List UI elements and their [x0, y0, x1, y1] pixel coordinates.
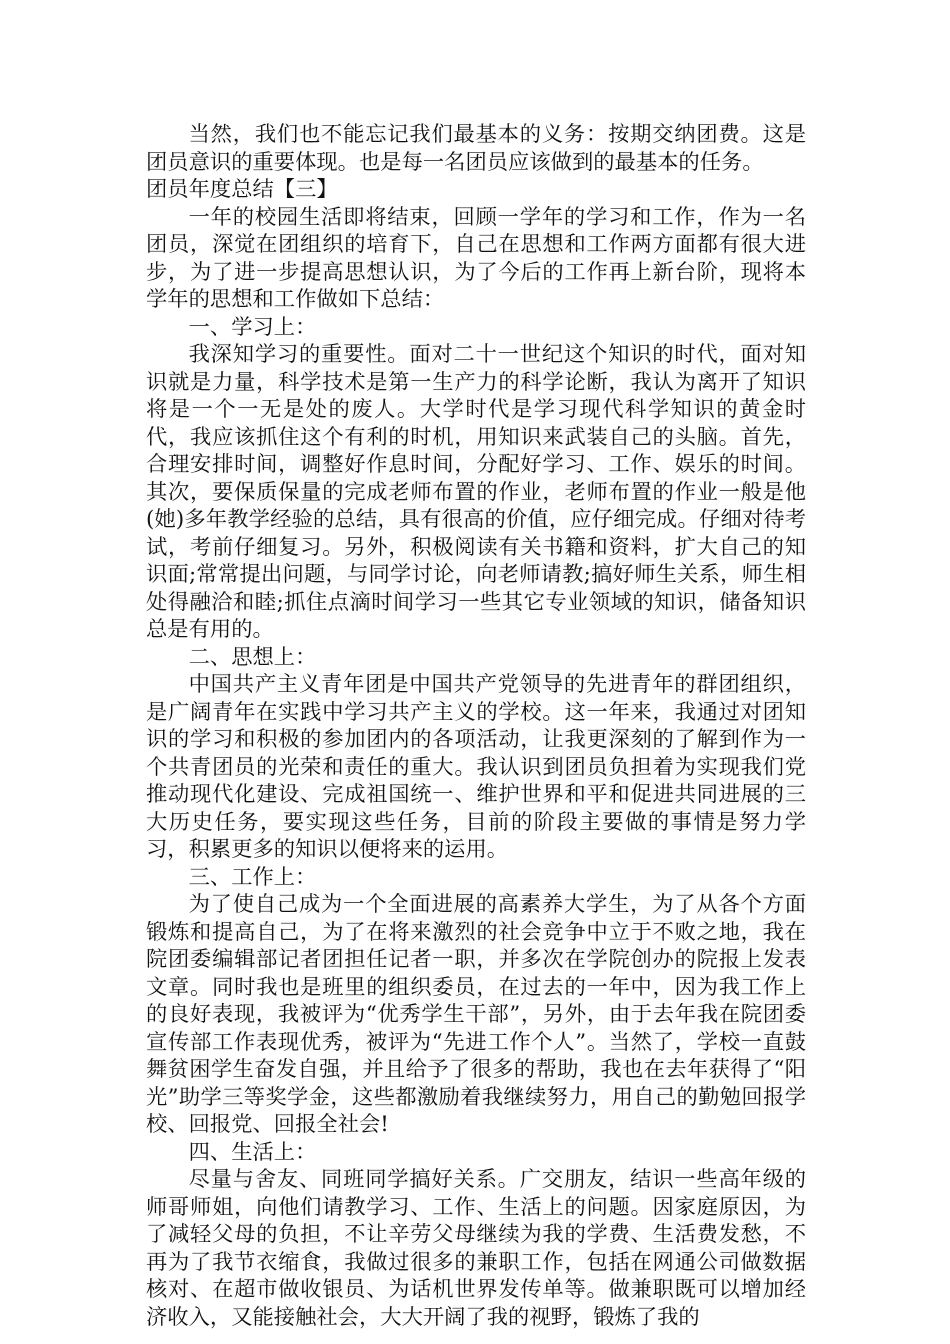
heading-work: 三、工作上： — [188, 864, 317, 890]
paragraph-study: 我深知学习的重要性。面对二十一世纪这个知识的时代，面对知识就是力量，科学技术是第一生产力的科学论断，我认为离开了知识将是一个一无是处的废人。大学时代是学习现代科学知识的黄金时代，我应该抓住这个有利的时机，用知识来武装自己的头脑。首先，合理安排时间，调整好作息时间，分配好学习、工作、娱乐的时间。其次，要保质保量的完成老师布置的作业，老师布置的作业一般是他(她)多年教学经验的总结，具有很高的价值，应仔细完成。仔细对待考试，考前仔细复习。另外，积极阅读有关书籍和资料，扩大自己的知识面;常常提出问题，与同学讨论，向老师请教;搞好师生关系，师生相处得融洽和睦;抓住点滴时间学习一些其它专业领域的知识，储备知识总是有用的。 — [146, 342, 806, 642]
heading-life: 四、生活上： — [188, 1139, 317, 1165]
heading-study: 一、学习上： — [188, 314, 317, 340]
section-title: 团员年度总结【三】 — [146, 177, 338, 202]
paragraph-dues: 当然，我们也不能忘记我们最基本的义务：按期交纳团费。这是团员意识的重要体现。也是每一名团员应该做到的最基本的任务。 — [146, 122, 806, 175]
paragraph-life: 尽量与舍友、同班同学搞好关系。广交朋友，结识一些高年级的师哥师姐，向他们请教学习、工作、生活上的问题。因家庭原因，为了减轻父母的负担，不让辛劳父母继续为我的学费、生活费发愁，不再为了我节衣缩食，我做过很多的兼职工作，包括在网通公司做数据核对、在超市做收银员、为话机世界发传单等。做兼职既可以增加经济收入，又能接触社会，大大开阔了我的视野，锻炼了我的 — [146, 1167, 806, 1330]
paragraph-intro: 一年的校园生活即将结束，回顾一学年的学习和工作，作为一名团员，深觉在团组织的培育下，自己在思想和工作两方面都有很大进步，为了进一步提高思想认识，为了今后的工作再上新台阶，现将本学年的思想和工作做如下总结： — [146, 204, 806, 312]
paragraph-work: 为了使自己成为一个全面进展的高素养大学生，为了从各个方面锻炼和提高自己，为了在将来激烈的社会竞争中立于不败之地，我在院团委编辑部记者团担任记者一职，并多次在学院创办的院报上发表文章。同时我也是班里的组织委员，在过去的一年中，因为我工作上的良好表现，我被评为“优秀学生干部”，另外，由于去年我在院团委宣传部工作表现优秀，被评为“先进工作个人”。当然了，学校一直鼓舞贫困学生奋发自强，并且给予了很多的帮助，我也在去年获得了“阳光”助学三等奖学金，这些都激励着我继续努力，用自己的勤勉回报学校、回报党、回报全社会! — [146, 892, 806, 1137]
paragraph-thought: 中国共产主义青年团是中国共产党领导的先进青年的群团组织，是广阔青年在实践中学习共产主义的学校。这一年来，我通过对团知识的学习和积极的参加团内的各项活动，让我更深刻的了解到作为一个共青团员的光荣和责任的重大。我认识到团员负担着为实现我们党推动现代化建设、完成祖国统一、维护世界和平和促进共同进展的三大历史任务，要实现这些任务，目前的阶段主要做的事情是努力学习，积累更多的知识以便将来的运用。 — [146, 672, 806, 862]
heading-thought: 二、思想上： — [188, 644, 317, 670]
document-body — [146, 121, 806, 1331]
